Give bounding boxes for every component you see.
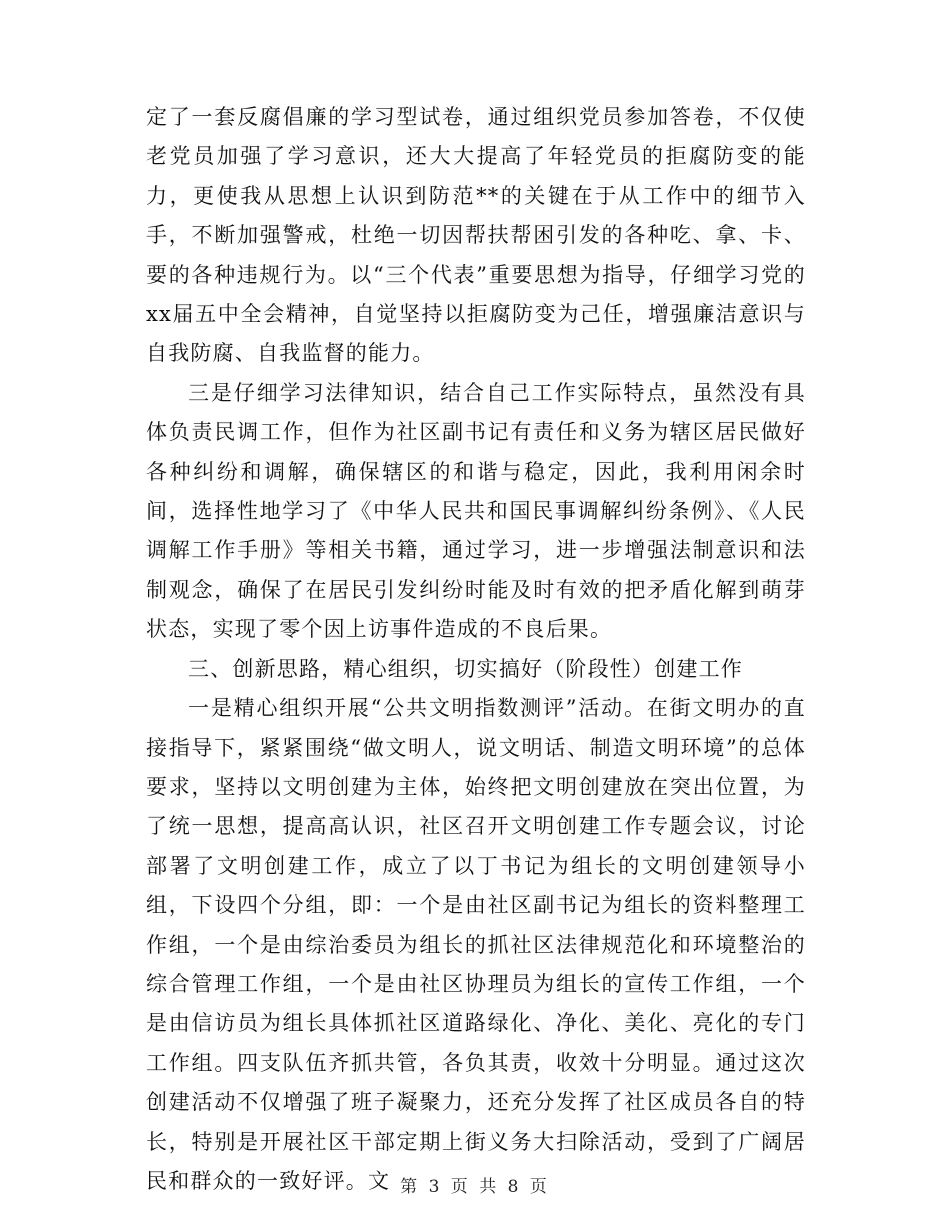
paragraph-civilization-campaign: 一是精心组织开展“公共文明指数测评”活动。在街文明办的直接指导下，紧紧围绕“做文明人，说文明话、制造文明环境”的总体要求，坚持以文明创建为主体，始终把文明创建放在突出位置，为了统一思想，提高高认识，社区召开文明创建工作专题会议，讨论部署了文明创建工作，成立了以丁书记为组长的文明创建领导小组，下设四个分组，即：一个是由社区副书记为组长的资料整理工作组，一个是由综治委员为组长的抓社区法律规范化和环境整治的综合管理工作组，一个是由社区协理员为组长的宣传工作组，一个是由信访员为组长具体抓社区道路绿化、净化、美化、亮化的专门工作组。四支队伍齐抓共管，各负其责，收效十分明显。通过这次创建活动不仅增强了班子凝聚力，还充分发挥了社区成员各自的特长，特别是开展社区干部定期上街义务大扫除活动，受到了广阔居民和群众的一致好评。文: [146, 696, 806, 1193]
paragraph-continuation: 定了一套反腐倡廉的学习型试卷，通过组织党员参加答卷，不仅使老党员加强了学习意识，还大大提高了年轻党员的拒腐防变的能力，更使我从思想上认识到防范**的关键在于从工作中的细节入手，不断加强警戒，杜绝一切因帮扶帮困引发的各种吃、拿、卡、要的各种违规行为。以“三个代表”重要思想为指导，仔细学习党的xx届五中全会精神，自觉坚持以拒腐防变为己任，增强廉洁意识与自我防腐、自我监督的能力。: [146, 105, 806, 366]
paragraph-law-study: 三是仔细学习法律知识，结合自己工作实际特点，虽然没有具体负责民调工作，但作为社区副书记有责任和义务为辖区居民做好各种纠纷和调解，确保辖区的和谐与稳定，因此，我利用闲余时间，选择性地学习了《中华人民共和国民事调解纠纷条例》、《人民调解工作手册》等相关书籍，通过学习，进一步增强法制意识和法制观念，确保了在居民引发纠纷时能及时有效的把矛盾化解到萌芽状态，实现了零个因上访事件造成的不良后果。: [146, 380, 806, 642]
body-text: [146, 98, 806, 1201]
page-number-footer: 第 3 页 共 8 页: [400, 1177, 550, 1197]
section-heading: 三、创新思路，精心组织，切实搞好（阶段性）创建工作: [188, 656, 743, 681]
